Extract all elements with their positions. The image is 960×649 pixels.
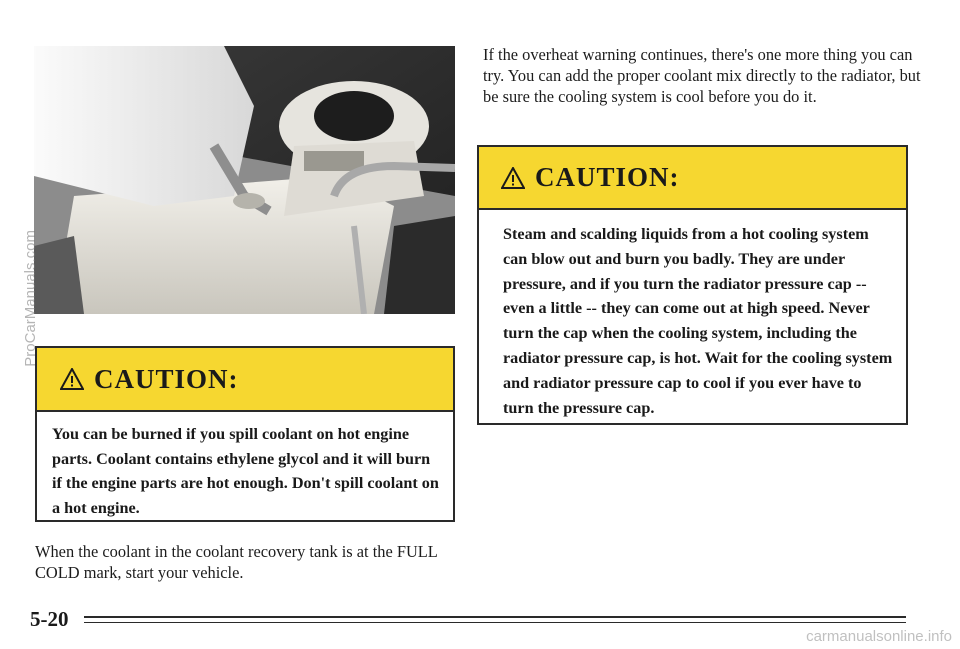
watermark-bottom: carmanualsonline.info — [806, 628, 952, 645]
caution-box-left — [35, 346, 455, 522]
caution-text-left: You can be burned if you spill coolant on hot engine parts. Coolant contains ethylene glycol and it will burn if the engine parts are hot enough. Don't spill coolant on a hot engine. — [52, 425, 439, 517]
footer-rule-thick — [84, 616, 906, 618]
caution-title-left: CAUTION: — [94, 363, 239, 394]
warning-triangle-icon — [60, 368, 84, 390]
caution-title-right: CAUTION: — [535, 162, 680, 192]
caution-box-right — [477, 145, 908, 425]
footer-rule-thin — [84, 622, 906, 623]
paragraph-full-cold: When the coolant in the coolant recovery tank is at the FULL COLD mark, start your vehicle. — [35, 542, 438, 582]
caution-header-right — [479, 147, 906, 210]
page-number: 5-20 — [30, 607, 69, 631]
caution-text-right: Steam and scalding liquids from a hot cooling system can blow out and burn you badly. They are under pressure, and if you turn the radiator pressure cap -- even a little -- they can come out at high speed. Never turn the cap when the cooling system, including the radiator pressure cap, is hot. Wait for the cooling system and radiator pressure cap to cool if you ever have to turn the pressure cap. — [503, 225, 893, 417]
caution-header-left — [37, 348, 453, 412]
warning-triangle-icon — [501, 167, 525, 189]
watermark-left: ProCarManuals.com — [22, 230, 39, 367]
paragraph-overheat: If the overheat warning continues, there's one more thing you can try. You can add the proper coolant mix directly to the radiator, but be sure the cooling system is cool before you do it. — [483, 45, 921, 106]
engine-photo-image — [34, 46, 455, 314]
engine-photo — [34, 46, 455, 314]
